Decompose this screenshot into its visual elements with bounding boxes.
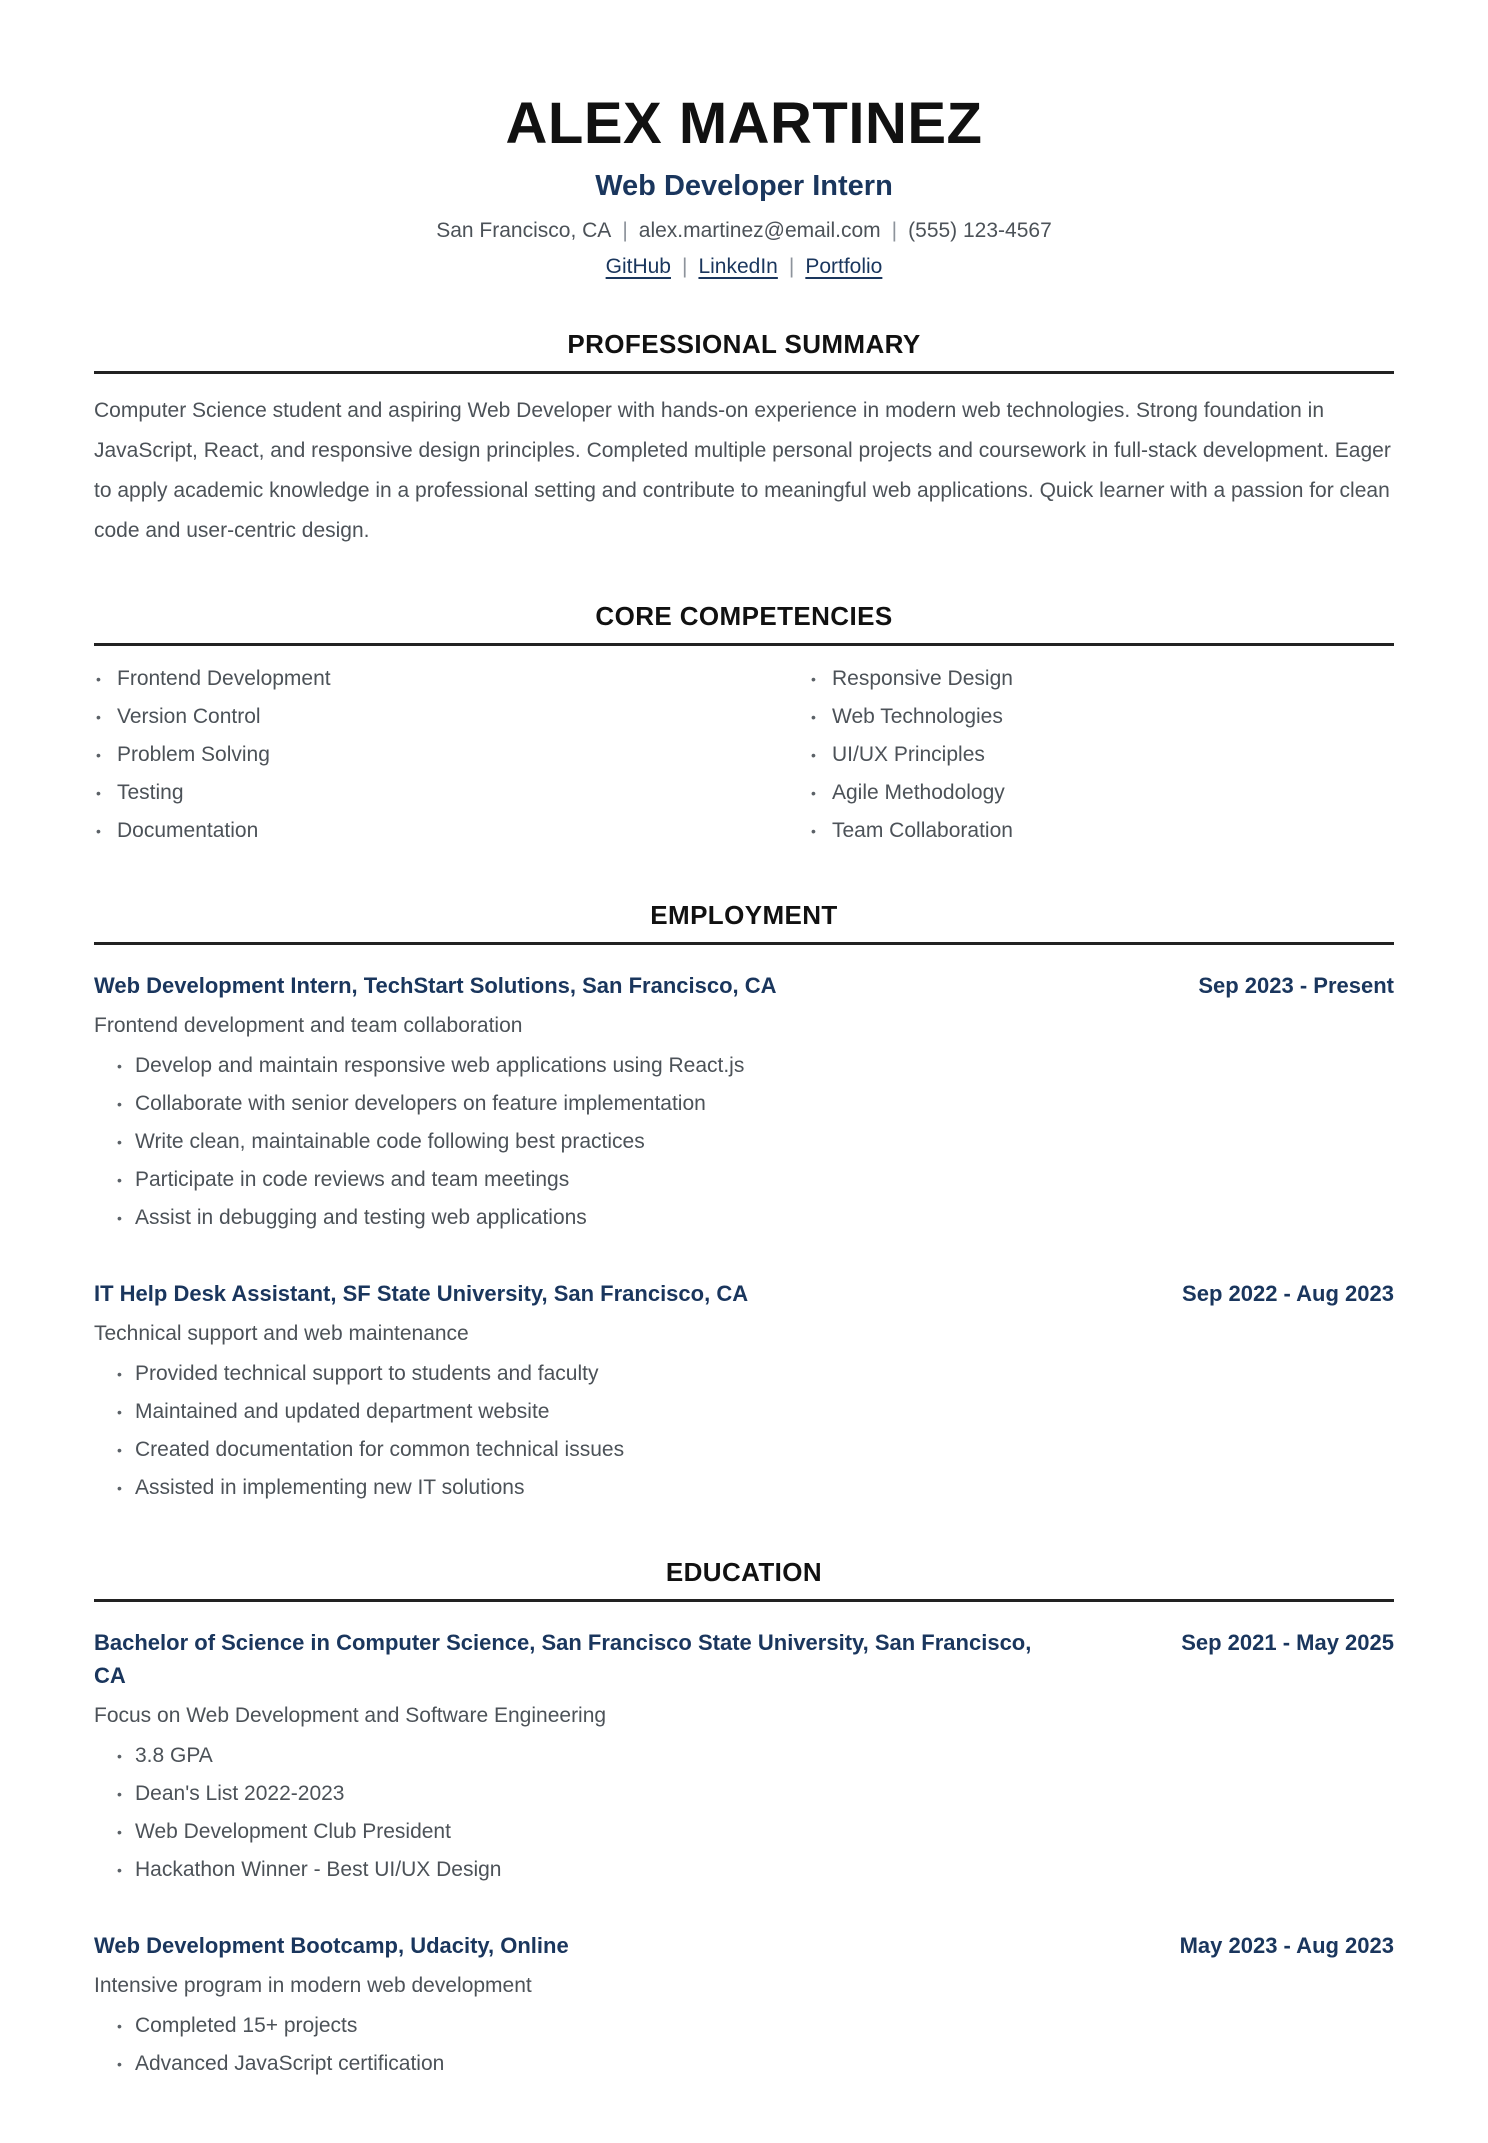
- degree-dates: Sep 2021 - May 2025: [1181, 1629, 1394, 1655]
- list-item: [809, 812, 1394, 850]
- section-divider: [94, 1599, 1394, 1602]
- job-title: Web Development Intern, TechStart Solutions, San Francisco, CA: [94, 972, 777, 998]
- resume-header: [94, 92, 1394, 279]
- bullet-text: Advanced JavaScript certification: [135, 2051, 445, 2075]
- bullet-text: Collaborate with senior developers on feature implementation: [135, 1091, 706, 1115]
- bullet-dot-icon: •: [117, 1171, 122, 1188]
- job-description: Technical support and web maintenance: [94, 1321, 469, 1345]
- bullet-dot-icon: •: [96, 822, 101, 839]
- list-item: [809, 736, 1394, 774]
- section-heading: PROFESSIONAL SUMMARY: [567, 328, 921, 359]
- bullet-dot-icon: •: [117, 1403, 122, 1420]
- competency-label: Responsive Design: [832, 666, 1013, 690]
- job-entry-header: [94, 969, 1394, 1002]
- bullet-dot-icon: •: [117, 1747, 122, 1764]
- bullet-dot-icon: •: [117, 1365, 122, 1382]
- education-entry-header: [94, 1929, 1394, 1962]
- list-item: [94, 698, 809, 736]
- job-dates: Sep 2022 - Aug 2023: [1182, 1280, 1394, 1306]
- link-separator: |: [681, 254, 688, 278]
- list-item: [94, 812, 809, 850]
- competency-label: Agile Methodology: [832, 780, 1005, 804]
- degree-title: Bachelor of Science in Computer Science, San Francisco State University, San Francisco, CA: [94, 1629, 1032, 1688]
- resume-page: [94, 0, 1394, 2143]
- competency-label: Version Control: [117, 704, 261, 728]
- list-item: [94, 2007, 1394, 2045]
- contact-email: alex.martinez@email.com: [638, 218, 881, 242]
- bullet-text: Participate in code reviews and team meetings: [135, 1167, 570, 1191]
- section-divider: [94, 371, 1394, 374]
- bullet-dot-icon: •: [811, 746, 816, 763]
- section-heading: CORE COMPETENCIES: [595, 600, 893, 631]
- competencies-right-column: [809, 660, 1394, 850]
- list-item: [809, 774, 1394, 812]
- list-item: [94, 1813, 1394, 1851]
- list-item: [94, 1161, 1394, 1199]
- bullet-text: Created documentation for common technical issues: [135, 1437, 625, 1461]
- list-item: [94, 774, 809, 812]
- github-link[interactable]: GitHub: [605, 254, 671, 278]
- degree-description: Focus on Web Development and Software Engineering: [94, 1703, 607, 1727]
- list-item: [809, 698, 1394, 736]
- bullet-text: 3.8 GPA: [135, 1743, 213, 1767]
- bullet-dot-icon: •: [811, 822, 816, 839]
- competency-label: UI/UX Principles: [832, 742, 985, 766]
- job-entry-header: [94, 1277, 1394, 1310]
- list-item: [94, 660, 809, 698]
- bullet-text: Hackathon Winner - Best UI/UX Design: [135, 1857, 502, 1881]
- competency-label: Team Collaboration: [832, 818, 1013, 842]
- bullet-text: Assisted in implementing new IT solutions: [135, 1475, 525, 1499]
- education-entry: [94, 1929, 1394, 2083]
- competencies-left-column: [94, 660, 809, 850]
- bullet-text: Web Development Club President: [135, 1819, 451, 1843]
- education-entry: [94, 1626, 1394, 1889]
- bullet-text: Assist in debugging and testing web applications: [135, 1205, 587, 1229]
- portfolio-link[interactable]: Portfolio: [805, 254, 883, 278]
- bullet-dot-icon: •: [117, 2017, 122, 2034]
- bullet-dot-icon: •: [811, 670, 816, 687]
- job-bullet-list: [94, 1047, 1394, 1237]
- person-job-title: Web Developer Intern: [595, 169, 893, 202]
- list-item: [809, 660, 1394, 698]
- bullet-dot-icon: •: [96, 746, 101, 763]
- job-dates: Sep 2023 - Present: [1198, 972, 1394, 998]
- bullet-dot-icon: •: [117, 2055, 122, 2072]
- bullet-dot-icon: •: [117, 1209, 122, 1226]
- contact-location: San Francisco, CA: [436, 218, 612, 242]
- contact-line: [94, 219, 1394, 243]
- competency-label: Frontend Development: [117, 666, 331, 690]
- competency-label: Testing: [117, 780, 184, 804]
- bullet-text: Provided technical support to students and faculty: [135, 1361, 599, 1385]
- contact-separator: |: [891, 218, 898, 242]
- job-entry: [94, 1277, 1394, 1507]
- list-item: [94, 1085, 1394, 1123]
- list-item: [94, 1047, 1394, 1085]
- bullet-dot-icon: •: [117, 1133, 122, 1150]
- job-bullet-list: [94, 1355, 1394, 1507]
- section-heading: EMPLOYMENT: [650, 899, 838, 930]
- list-item: [94, 736, 809, 774]
- summary-paragraph: Computer Science student and aspiring Web Developer with hands-on experience in modern web technologies. Strong foundation in JavaScript, React, and responsive design principles. Completed multiple personal projects and coursework in full-stack development. Eager to apply academic knowledge in a professional setting and contribute to meaningful web applications. Quick learner with a passion for clean code and user-centric design.: [94, 398, 1391, 542]
- job-description: Frontend development and team collaboration: [94, 1013, 523, 1037]
- section-divider: [94, 942, 1394, 945]
- list-item: [94, 1469, 1394, 1507]
- bullet-dot-icon: •: [96, 670, 101, 687]
- list-item: [94, 1775, 1394, 1813]
- job-title: IT Help Desk Assistant, SF State University, San Francisco, CA: [94, 1280, 749, 1306]
- section-heading: EDUCATION: [665, 1556, 823, 1587]
- section-education: [94, 1557, 1394, 2083]
- bullet-text: Completed 15+ projects: [135, 2013, 358, 2037]
- bullet-dot-icon: •: [117, 1823, 122, 1840]
- list-item: [94, 1431, 1394, 1469]
- competency-label: Documentation: [117, 818, 259, 842]
- person-name: ALEX MARTINEZ: [505, 91, 983, 156]
- bullet-dot-icon: •: [96, 708, 101, 725]
- bullet-dot-icon: •: [811, 708, 816, 725]
- degree-dates: May 2023 - Aug 2023: [1179, 1932, 1394, 1958]
- list-item: [94, 2045, 1394, 2083]
- linkedin-link[interactable]: LinkedIn: [698, 254, 778, 278]
- bullet-dot-icon: •: [117, 1785, 122, 1802]
- bullet-text: Develop and maintain responsive web applications using React.js: [135, 1053, 745, 1077]
- list-item: [94, 1355, 1394, 1393]
- links-line: [94, 255, 1394, 279]
- bullet-dot-icon: •: [96, 784, 101, 801]
- job-entry: [94, 969, 1394, 1237]
- list-item: [94, 1199, 1394, 1237]
- degree-description: Intensive program in modern web development: [94, 1973, 532, 1997]
- list-item: [94, 1393, 1394, 1431]
- bullet-dot-icon: •: [117, 1441, 122, 1458]
- section-core-competencies: [94, 601, 1394, 850]
- list-item: [94, 1737, 1394, 1775]
- bullet-dot-icon: •: [117, 1057, 122, 1074]
- competency-label: Problem Solving: [117, 742, 270, 766]
- bullet-text: Dean's List 2022-2023: [135, 1781, 345, 1805]
- bullet-text: Maintained and updated department website: [135, 1399, 550, 1423]
- list-item: [94, 1851, 1394, 1889]
- degree-title: Web Development Bootcamp, Udacity, Online: [94, 1932, 569, 1958]
- list-item: [94, 1123, 1394, 1161]
- bullet-dot-icon: •: [117, 1095, 122, 1112]
- bullet-dot-icon: •: [811, 784, 816, 801]
- competencies-grid: [94, 660, 1394, 850]
- section-employment: [94, 900, 1394, 1507]
- contact-separator: |: [622, 218, 628, 242]
- education-bullet-list: [94, 2007, 1394, 2083]
- bullet-text: Write clean, maintainable code following best practices: [135, 1129, 645, 1153]
- section-divider: [94, 643, 1394, 646]
- education-bullet-list: [94, 1737, 1394, 1889]
- link-separator: |: [788, 254, 795, 278]
- bullet-dot-icon: •: [117, 1861, 122, 1878]
- competency-label: Web Technologies: [832, 704, 1003, 728]
- section-professional-summary: [94, 329, 1394, 551]
- bullet-dot-icon: •: [117, 1479, 122, 1496]
- education-entry-header: [94, 1626, 1394, 1692]
- contact-phone: (555) 123-4567: [908, 218, 1052, 242]
